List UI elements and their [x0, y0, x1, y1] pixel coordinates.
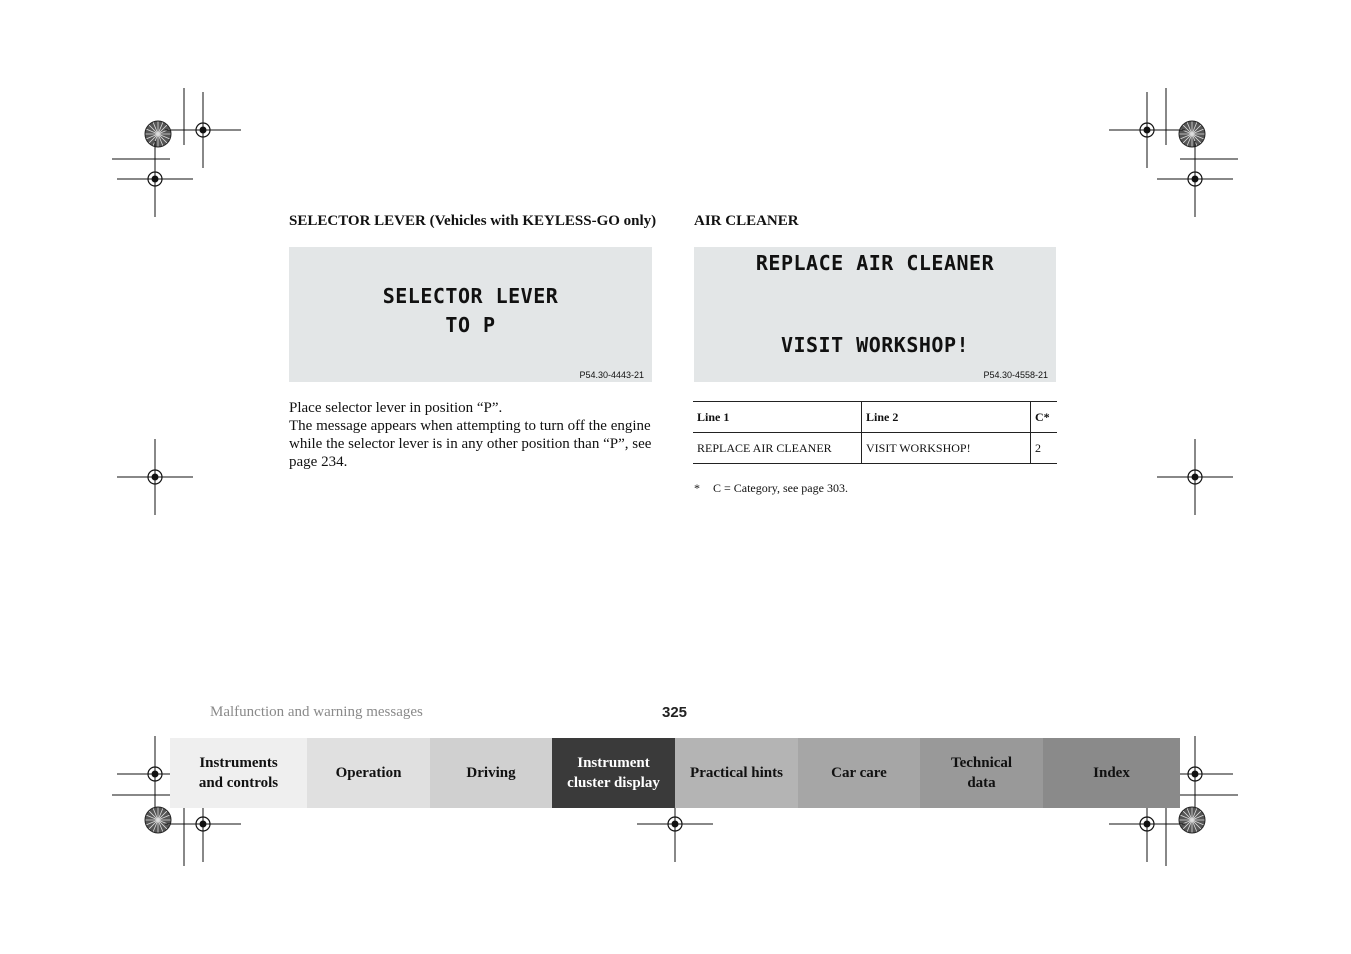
- section-tab-bar: [170, 738, 1180, 808]
- display-line-1: REPLACE AIR CLEANER: [755, 251, 995, 275]
- footnote: [694, 481, 848, 496]
- footnote-mark: *: [694, 481, 700, 495]
- air-cleaner-display-image: [694, 247, 1056, 382]
- footnote-text: C = Category, see page 303.: [713, 481, 848, 495]
- paragraph: The message appears when attempting to turn off the engine while the selector lever is in any other position than “P”, see page 234.: [289, 418, 652, 470]
- column-header: Line 2: [862, 402, 1031, 433]
- tab-index[interactable]: Index: [1043, 738, 1180, 808]
- display-line-1: SELECTOR LEVER: [382, 284, 559, 308]
- table-cell: REPLACE AIR CLEANER: [693, 433, 862, 464]
- selector-lever-description: [289, 399, 661, 471]
- image-code: P54.30-4558-21: [983, 370, 1048, 380]
- table-header-row: [693, 402, 1057, 433]
- tab-technical-data[interactable]: Technical data: [920, 738, 1043, 808]
- tab-operation[interactable]: Operation: [307, 738, 430, 808]
- display-line-2: VISIT WORKSHOP!: [780, 333, 970, 357]
- tab-practical-hints[interactable]: Practical hints: [675, 738, 798, 808]
- section-title: Malfunction and warning messages: [210, 704, 423, 720]
- image-code: P54.30-4443-21: [579, 370, 644, 380]
- air-cleaner-heading: AIR CLEANER: [694, 213, 799, 229]
- column-header: Line 1: [693, 402, 862, 433]
- tab-car-care[interactable]: Car care: [798, 738, 920, 808]
- page-number: 325: [662, 704, 688, 721]
- message-table: [693, 401, 1057, 464]
- table-row: [693, 433, 1057, 464]
- table-cell: VISIT WORKSHOP!: [862, 433, 1031, 464]
- display-line-2: TO P: [445, 313, 496, 337]
- tab-instrument-cluster-display[interactable]: Instrument cluster display: [552, 738, 675, 808]
- tab-driving[interactable]: Driving: [430, 738, 552, 808]
- paragraph: Place selector lever in position “P”.: [289, 400, 503, 416]
- tab-instruments-and-controls[interactable]: Instruments and controls: [170, 738, 307, 808]
- column-header: C*: [1031, 402, 1058, 433]
- table-cell: 2: [1031, 433, 1058, 464]
- selector-lever-heading: SELECTOR LEVER (Vehicles with KEYLESS-GO only): [289, 213, 657, 229]
- selector-lever-display-image: [289, 247, 652, 382]
